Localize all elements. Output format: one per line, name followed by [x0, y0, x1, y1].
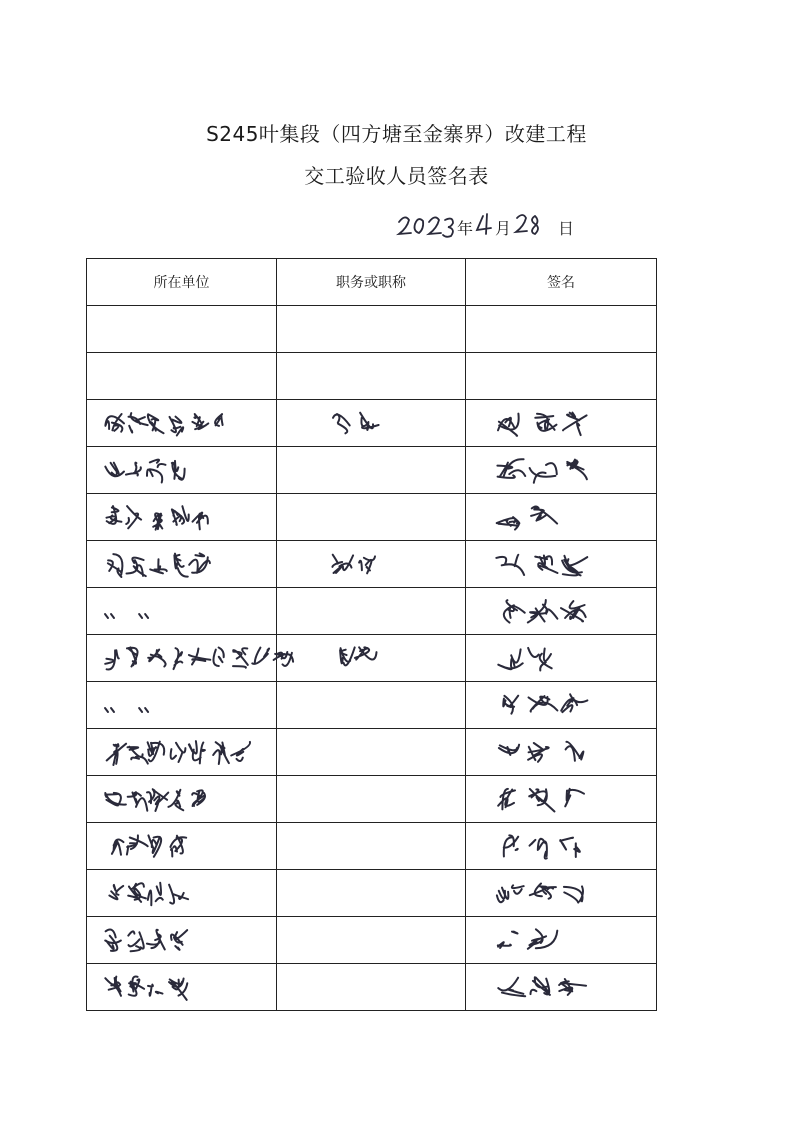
unit-cell: [87, 729, 277, 776]
handwriting-strokes: [87, 541, 276, 587]
table-row: [87, 964, 657, 1011]
handwriting-strokes: [87, 635, 276, 681]
title-cell: [277, 729, 466, 776]
handwriting-strokes: [277, 541, 465, 587]
date-month-label: 月: [495, 219, 512, 238]
unit-cell: [87, 776, 277, 823]
handwriting-strokes: [277, 635, 465, 681]
handwriting-strokes: [87, 682, 276, 728]
title-cell: [277, 400, 466, 447]
unit-cell: [87, 400, 277, 447]
unit-cell: [87, 588, 277, 635]
signature-cell: [466, 306, 657, 353]
unit-cell: [87, 494, 277, 541]
title-cell: [277, 306, 466, 353]
table-row: [87, 823, 657, 870]
handwriting-strokes: [466, 682, 656, 728]
title-cell: [277, 870, 466, 917]
column-header-signature: 签名: [466, 259, 657, 306]
signature-cell: [466, 447, 657, 494]
signature-cell: [466, 729, 657, 776]
title-cell: [277, 964, 466, 1011]
handwriting-strokes: [466, 541, 656, 587]
unit-cell: [87, 541, 277, 588]
signature-cell: [466, 776, 657, 823]
signing-date: [395, 210, 595, 240]
handwriting-strokes: [87, 588, 276, 634]
unit-cell: [87, 823, 277, 870]
handwriting-strokes: [87, 823, 276, 869]
signature-table: [86, 258, 657, 1011]
table-row: [87, 400, 657, 447]
table-row: [87, 870, 657, 917]
handwriting-strokes: [466, 964, 656, 1010]
handwriting-strokes: [87, 729, 276, 775]
handwriting-strokes: [466, 823, 656, 869]
title-cell: [277, 447, 466, 494]
title-cell: [277, 917, 466, 964]
table-row: [87, 541, 657, 588]
table-row: [87, 682, 657, 729]
handwriting-strokes: [87, 447, 276, 493]
unit-cell: [87, 917, 277, 964]
title-cell: [277, 823, 466, 870]
handwriting-strokes: [466, 870, 656, 916]
signature-cell: [466, 870, 657, 917]
unit-cell: [87, 306, 277, 353]
table-row: [87, 494, 657, 541]
table-row: [87, 635, 657, 682]
signature-cell: [466, 353, 657, 400]
date-year-label: 年: [457, 219, 474, 238]
handwriting-strokes: [466, 588, 656, 634]
table-row: [87, 729, 657, 776]
title-cell: [277, 682, 466, 729]
table-row: [87, 447, 657, 494]
column-header-unit: 所在单位: [87, 259, 277, 306]
handwriting-strokes: [466, 635, 656, 681]
handwriting-strokes: [87, 494, 276, 540]
handwriting-strokes: [87, 870, 276, 916]
handwriting-strokes: [277, 400, 465, 446]
unit-cell: [87, 635, 277, 682]
signature-cell: [466, 635, 657, 682]
signature-cell: [466, 682, 657, 729]
table-row: [87, 306, 657, 353]
signature-cell: [466, 494, 657, 541]
handwriting-strokes: [87, 917, 276, 963]
handwriting-strokes: [466, 729, 656, 775]
title-cell: [277, 494, 466, 541]
document-subtitle: 交工验收人员签名表: [304, 164, 489, 188]
column-header-title: 职务或职称: [277, 259, 466, 306]
signature-cell: [466, 964, 657, 1011]
signature-cell: [466, 823, 657, 870]
handwriting-strokes: [87, 964, 276, 1010]
title-cell: [277, 541, 466, 588]
unit-cell: [87, 353, 277, 400]
handwriting-strokes: [87, 400, 276, 446]
title-cell: [277, 776, 466, 823]
title-cell: [277, 353, 466, 400]
table-row: [87, 917, 657, 964]
table-header-row: [87, 259, 657, 306]
title-cell: [277, 635, 466, 682]
document-title: S245叶集段（四方塘至金寨界）改建工程: [206, 122, 587, 146]
handwriting-strokes: [466, 776, 656, 822]
date-day-label: 日: [558, 219, 575, 238]
handwriting-strokes: [87, 776, 276, 822]
table-row: [87, 776, 657, 823]
signature-cell: [466, 588, 657, 635]
handwriting-strokes: [466, 447, 656, 493]
handwriting-strokes: [466, 494, 656, 540]
signature-cell: [466, 400, 657, 447]
handwriting-strokes: [466, 917, 656, 963]
unit-cell: [87, 870, 277, 917]
title-cell: [277, 588, 466, 635]
table-row: [87, 353, 657, 400]
table-row: [87, 588, 657, 635]
signature-cell: [466, 541, 657, 588]
unit-cell: [87, 682, 277, 729]
signature-cell: [466, 917, 657, 964]
unit-cell: [87, 964, 277, 1011]
handwriting-strokes: [466, 400, 656, 446]
unit-cell: [87, 447, 277, 494]
